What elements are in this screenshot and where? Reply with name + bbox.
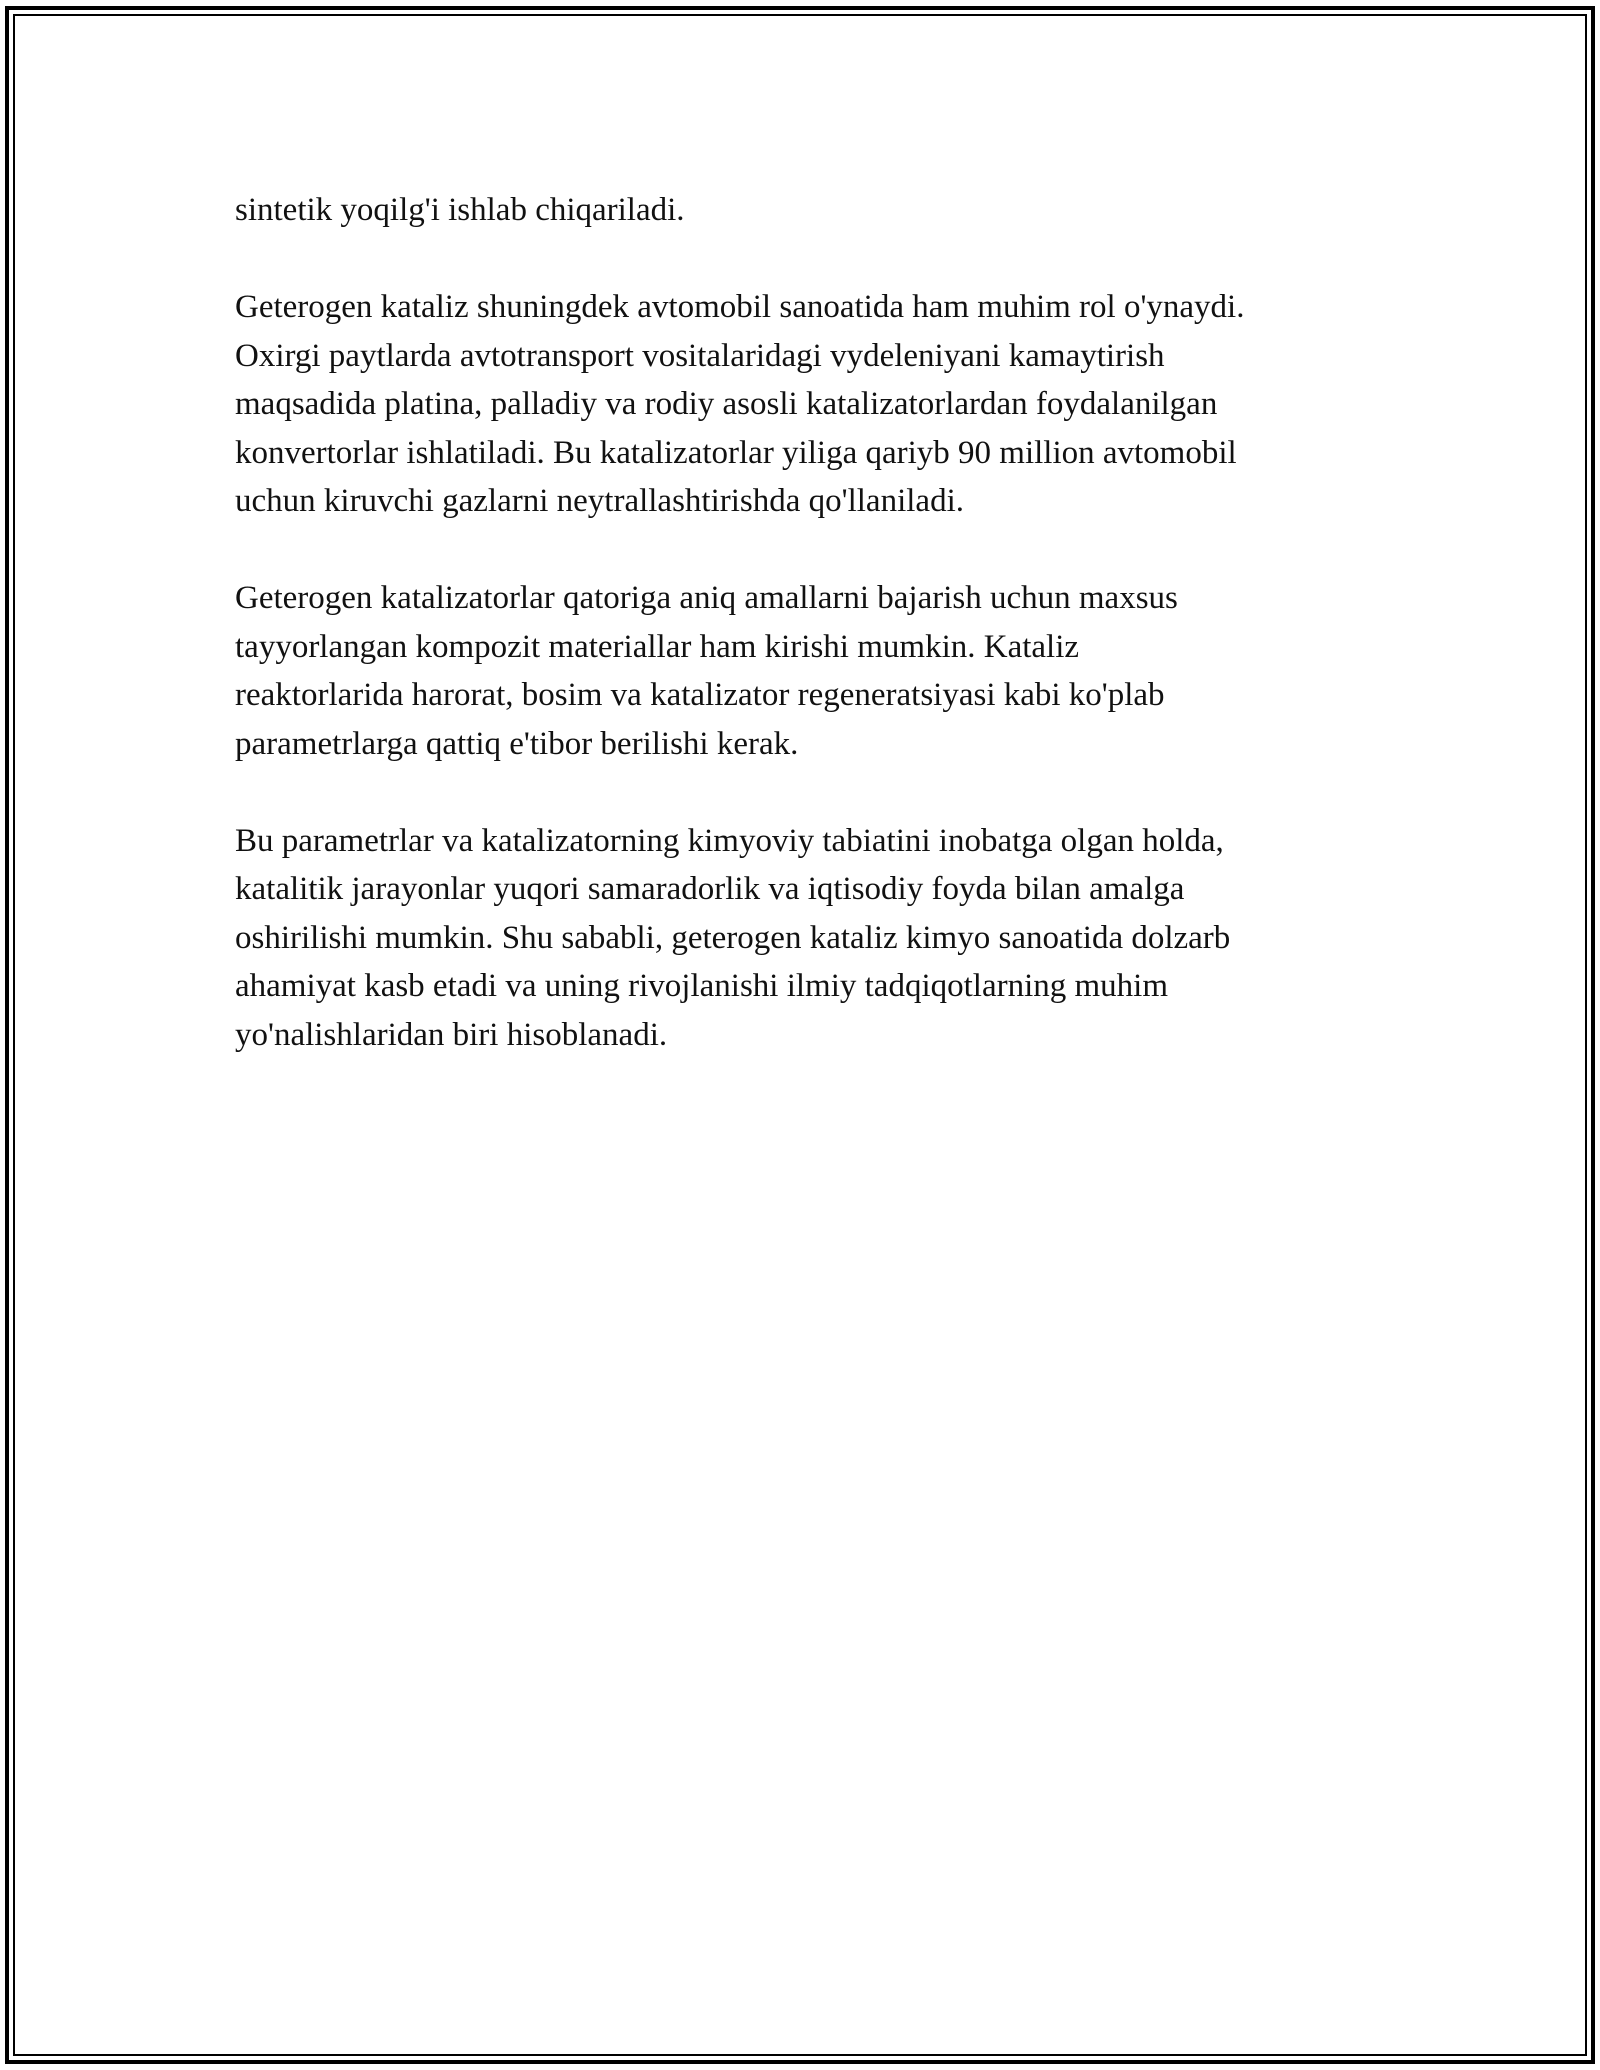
document-body (235, 186, 1385, 1108)
paragraph-2: Geterogen kataliz shuningdek avtomobil sanoatida ham muhim rol o'ynaydi. Oxirgi paytlarda avtotransport vositalaridagi vydeleniyani kamaytirish maqsadida platina, palladiy va rodiy asosli katalizatorlardan foydalanilgan konvertorlar ishlatiladi. Bu katalizatorlar yiliga qariyb 90 million avtomobil uchun kiruvchi gazlarni neytrallashtirishda qo'llaniladi. (235, 289, 1245, 519)
paragraph-3: Geterogen katalizatorlar qatoriga aniq amallarni bajarish uchun maxsus tayyorlangan kompozit materiallar ham kirishi mumkin. Kataliz reaktorlarida harorat, bosim va katalizator regeneratsiyasi kabi ko'plab parametrlarga qattiq e'tibor berilishi kerak. (235, 580, 1178, 762)
paragraph-4: Bu parametrlar va katalizatorning kimyoviy tabiatini inobatga olgan holda, katalitik jarayonlar yuqori samaradorlik va iqtisodiy foyda bilan amalga oshirilishi mumkin. Shu sababli, geterogen kataliz kimyo sanoatida dolzarb ahamiyat kasb etadi va uning rivojlanishi ilmiy tadqiqotlarning muhim yo'nalishlaridan biri hisoblanadi. (235, 822, 1231, 1053)
paragraph-1: sintetik yoqilg'i ishlab chiqariladi. (235, 192, 685, 228)
